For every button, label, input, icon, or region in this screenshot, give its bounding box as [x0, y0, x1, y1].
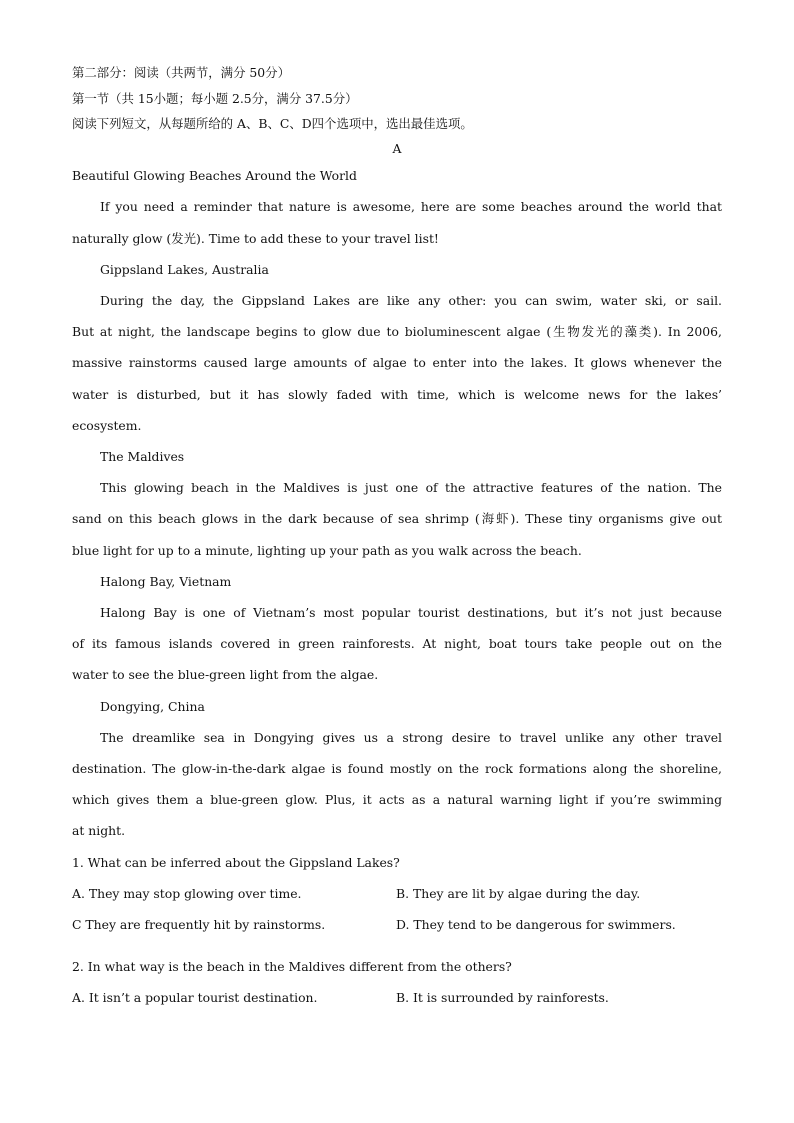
- paragraph-line: destination. The glow-in-the-dark algae is found mostly on the rock formations along the shoreline,: [72, 761, 722, 776]
- option-b[interactable]: B. It is surrounded by rainforests.: [396, 990, 609, 1005]
- passage-label: A: [392, 141, 402, 156]
- paragraph-line: This glowing beach in the Maldives is just one of the attractive features of the nation. The: [100, 480, 722, 495]
- part-heading: 第二部分：阅读（共两节，满分 50分）: [72, 65, 290, 80]
- paragraph-line: sand on this beach glows in the dark because of sea shrimp (海虾). These tiny organisms give out: [72, 511, 722, 526]
- passage-title: Beautiful Glowing Beaches Around the World: [72, 168, 357, 183]
- intro-line: naturally glow (发光). Time to add these to your travel list!: [72, 231, 439, 246]
- question-1-stem: 1. What can be inferred about the Gippsland Lakes?: [72, 855, 400, 870]
- section-heading-dongying: Dongying, China: [100, 699, 205, 714]
- option-a[interactable]: A. It isn’t a popular tourist destination.: [72, 990, 318, 1005]
- paragraph-line: During the day, the Gippsland Lakes are like any other: you can swim, water ski, or sail.: [100, 293, 722, 308]
- section-heading-halong: Halong Bay, Vietnam: [100, 574, 232, 589]
- paragraph-line: But at night, the landscape begins to glow due to bioluminescent algae (生物发光的藻类). In 2006,: [72, 324, 722, 339]
- paragraph-line: water is disturbed, but it has slowly faded with time, which is welcome news for the lakes’: [72, 387, 722, 402]
- paragraph-line: massive rainstorms caused large amounts of algae to enter into the lakes. It glows whenever the: [72, 355, 722, 370]
- paragraph-line: The dreamlike sea in Dongying gives us a strong desire to travel unlike any other travel: [100, 730, 722, 745]
- paragraph-line: at night.: [72, 823, 126, 838]
- paragraph-line: ecosystem.: [72, 418, 142, 433]
- paragraph-line: blue light for up to a minute, lighting up your path as you walk across the beach.: [72, 543, 582, 558]
- section-heading-gippsland: Gippsland Lakes, Australia: [100, 262, 269, 277]
- section-heading-maldives: The Maldives: [100, 449, 185, 464]
- section-heading: 第一节（共 15小题；每小题 2.5分，满分 37.5分）: [72, 91, 358, 106]
- option-d[interactable]: D. They tend to be dangerous for swimmers.: [396, 917, 676, 932]
- option-a[interactable]: A. They may stop glowing over time.: [72, 886, 302, 901]
- option-c[interactable]: C They are frequently hit by rainstorms.: [72, 917, 326, 932]
- instructions: 阅读下列短文，从每题所给的 A、B、C、D四个选项中，选出最佳选项。: [72, 116, 473, 131]
- paragraph-line: of its famous islands covered in green rainforests. At night, boat tours take people out on the: [72, 636, 722, 651]
- intro-line: If you need a reminder that nature is awesome, here are some beaches around the world that: [100, 199, 722, 214]
- paragraph-line: Halong Bay is one of Vietnam’s most popular tourist destinations, but it’s not just because: [100, 605, 722, 620]
- question-2-stem: 2. In what way is the beach in the Maldives different from the others?: [72, 959, 512, 974]
- paragraph-line: water to see the blue-green light from the algae.: [72, 667, 379, 682]
- option-b[interactable]: B. They are lit by algae during the day.: [396, 886, 641, 901]
- paragraph-line: which gives them a blue-green glow. Plus, it acts as a natural warning light if you’re swimming: [72, 792, 722, 807]
